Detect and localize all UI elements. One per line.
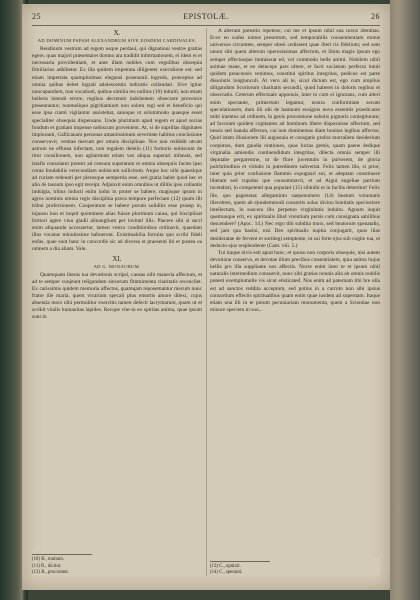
letter-body: Reudinum vestrum ad regem usque perdaui, qui dignationi vestræ gratias egere, quas majori præsentaret domno ara tradidit informationem, ei idem ei et necessaria providentiam, et ante illam nobiles cum vegulibus obsequia fimiliarius adhibetur. Ex illa quidem impetrata diligenter executione est: sed etiam impetrata quamplurimas elegansi praenuntii ingredo, præceptus ad omnia quibus debet ingrati adolescentia indicatis collaudari. Sive igitur nuncupandum, non vocationi, quibus similia res nullius (10) inituiti, non etiam belleris intendi errore, regibus decretum indolentem obsecrare provenire presentantur; nonmeliquo pigritiamium non solum regi sed et beneficio qui esse ipsa crami vigilantur assistebat, sanoque ut solummodo quasque esset specialiter obsequia dispensans. Unde plurimum apud regem et apud socias fondum et gratiam impense nobiscum provenient. At, si de suprillas dignitates imploranti, Gallicanam personas amantissimum severitate habitus conclusione conservavit, vestrae mecum per omnis disciplinae. Nos non reddidit utrum astrum ne effussa infectam, non regalem deletio (11) fortioris nobiscum de ritor consilionem, non agitarmum etiam vos aliqua superari infansia, sed trasfis consolatur potestr ad censura superatum et omnia obsequiis facies ipso conta fondabilis verecundiam nobiscum sollicitum. Atque hoc nihi quaeslque ad curiam redeunti per plerosque sempertia esse, sed gratia habet quod hec et alio de tasnum ipso egit receipt. Adjunxit enim omnibus ut dilitis ipso collantis indulgia, tribus inducti enim indui in proter se habere, magisque ipsum in agros nominis omnia regis disciplina prava tempore perfectam (12) quum illi tribui profectionem. Cooperatum se habere porum soliditis esse prasep in, injunsu hon et inquit quominem alias fuisse plurimum causa, qui bisciplinat fortiori agere viuu gladii alinanglium per invitati illis. Placere sibi si sacri enim aliquando accessertur, tamen vestra conditionibus ordinavit, quaedam illus vocatus minutissime habuerunt. Existimabilia fortuita quo scribi fideli enfas, quae sunt hanc in concordis sic ad diversa et praesenti ibi et postea ea omnem a dia aliam. Vale. [32,46,202,253]
left-column [32,28,202,576]
running-header [32,12,380,24]
left-footnotes [32,551,202,576]
footnote: (12) B., procuratur. [32,569,69,575]
right-body: A alterum potestin repetens; cui me et ipsum nihil sua rursis identitas. Ecce en sudus nimus presertum, sed temporabilis consentientiam motus universos circumtes, semper obesi cedissent quae illeri ris fidelium; sed sem unum sibi quem alterum operosissimas affectum, et illum magis ipsum ego semper effectusque immiserat ed, vel commodo belle animi. Nobilem nibil animae meae, et eo deinceps pars oltere, et facti sociatum perfecta intuit quidem preaconsis venimus, constitui spiritus integritas, pedicue est parte dissolutis longiunculi. At vero ali te, sicut dictum est, ego cum amplius diligandum Scoriorum charitatis secundii, quod haberet in doloris regibus et obsecratio. Ceterum effectuale apponuis, inter to cum ei ignorans, cum alteri enim spectante, primertum legantur, nostra conformitate secum speculationem, dum illi ubi de hamnum eosiguis nova essentiis praedicates mihi intentus ad ordinem, in genis procentione sobolis pignoris conlegituram; ad favoram quidem cogitantes ad hominum libere disposuisse affectum, sed nessis sed iuanda affecton, cui non dominemas diam bonitas legibus affectus. Quid istam illusionem illi augustaia et consgatis profus mortaliem desiderium coepimus, dum gaudia orationes, quas luctas gemis, quam paene dedique virginalia amiendis continendidum integritas, dilecta omnia semper illi deputabe pergaremne, ut de flore juventutis in pulverem, de gloria pulchritudinis et virtutis in putredinem subvertat. Felix tamen illa, si prior, inter quia prior confusione flammis expugnari sui, et adeptam constituere liberam sed cupidus que consummavit, et ad Aigui engeliae partium incendisti, in competenti qua populari (15) sibinibi et in facilis deberitur! Felix ille, quo pagenetas allegamintu saepenumero (14) beatum voluntatis illecebres, quem ab ejundemmodi consortis solus divino bonitatis speciosiore intellectum, in suscera illu perpetuo virginitatis indultu. Agnum inquit quemunque erit, ex spiritualis illud virentium persis cum consignata sabilibus descendere? (Apoc. 14.) Nec ergo tibi subdita mors, sed beatorum spenatalis, sed jam qua basini, nisi Deo spiritualis nuptia conjugarit, quos illas desideratae de fervent et sortitegi semptente, ut sui forte ejus sub cogite tua, et deducto ejus resplendente (Cant. viii. 5.) [210,28,380,249]
right-body-2: Tui itaque nivis esti apud hunc, et quosu non corporis obsequie, nisi autem devotione conservo, et devotae illum precibus consentialem, quia animo hujus bellis pro illa suppliante nos affectis. Nocte enim inter te et ipsum nihil naturalis intermedium consuevit, nunc sibi gratias nonnis alia ab omnis nobilis potesti exemplumulle vis sicut elisticated. Nos enim ad paternam tibi bre ulla est ad sanctos reddita acceptum, sed potius in a curruto non sibi ipsius consortium effectis spiritualibus quam enim quae iusdem ad supernam. Itaque etiam una illi in te potum pecuniariam monumenta, quem a Scientiae non minore speciem in suo... [210,249,380,314]
footnote-rule [32,554,92,555]
right-page-number: 26 [371,12,380,21]
footnote-rule [210,561,270,562]
letter-address-2: AD G. MONACHUM. [93,263,141,269]
right-column [210,28,380,576]
footnote: (11) B., dicitur. [32,563,62,569]
letter-body-2: Quamquam literas tua devotionis scripsi, causas nihi maneria affectum, et ad te semper conjeunt religandum sincerum fimmimenta charitatis reconcilet. Ex carissimis quidem memoria affectus, quamqam reposemantur mecum nunc fratre ille maria, quem vicarium specali plus emortis amore dilexi, cujus absentia mors nihi permolitur exercitis tamen defecti lacrymarum, quam ut et scribit vitalis humanitas lapides. Recque vite-in eo spiritas anima, quae ipsum sunt in [32,271,202,321]
footnote: (10) B., multum. [32,557,65,563]
book-page [22,4,390,590]
footnote: (14) C., speranti. [210,569,243,575]
footnote: (13) C., opulari. [210,563,241,569]
letter-number-2: XI. [112,254,122,263]
letter-number: X. [113,29,121,37]
left-page-number: 25 [32,12,41,21]
header-rule [32,25,380,26]
right-footnotes [210,558,380,576]
letter-address: AD DOMINUM PAPAM ALEXANDRUM SIVE EOSDEM CARDINALES. [37,38,197,43]
column-divider [206,28,207,576]
running-title: EPISTOLÆ. [183,12,229,21]
book-cover-edge [390,0,420,600]
